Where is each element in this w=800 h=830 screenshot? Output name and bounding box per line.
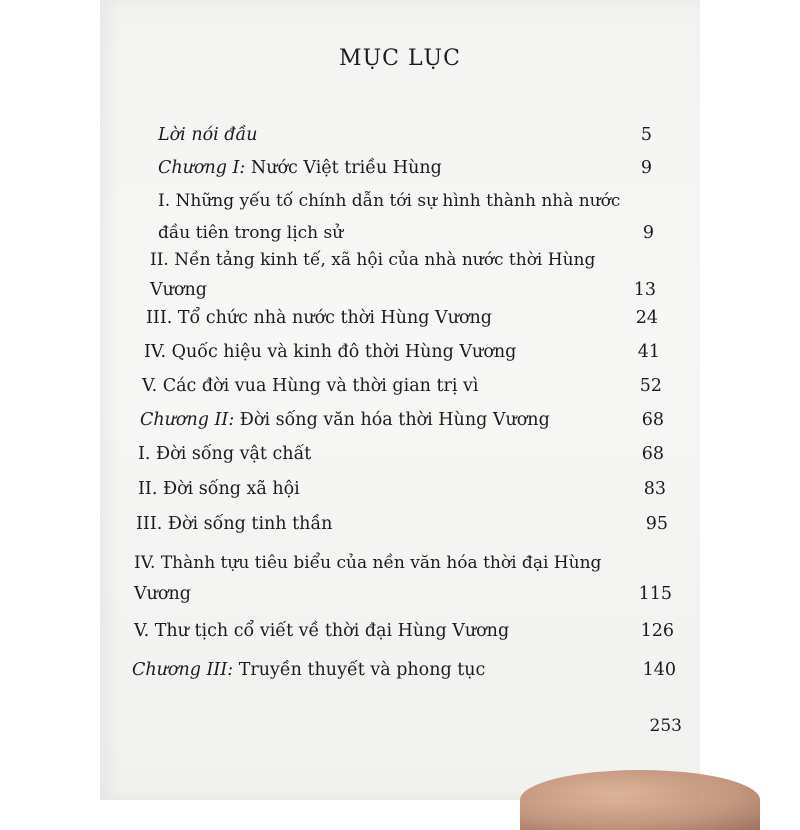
toc-entry-label: IV. Thành tựu tiêu biểu của nền văn hóa thời đại Hùng	[134, 553, 602, 573]
toc-entry-page: 68	[641, 444, 664, 464]
toc-entry-label: II. Đời sống xã hội	[138, 479, 300, 499]
toc-entry-label-cont: đầu tiên trong lịch sử	[158, 223, 344, 243]
toc-entry-label-cont: Vương	[150, 280, 207, 300]
toc-entry-label: Nước Việt triều Hùng	[245, 158, 442, 178]
chapter-prefix: Chương II:	[140, 410, 235, 430]
toc-entry-page: 52	[639, 376, 662, 396]
toc-entry-page: 24	[635, 308, 658, 328]
toc-entry-label: II. Nền tảng kinh tế, xã hội của nhà nước thời Hùng	[150, 250, 596, 270]
toc-entry-label: III. Đời sống tinh thần	[136, 514, 333, 534]
toc-title: MỤC LỤC	[339, 46, 461, 71]
toc-entry-label: I. Những yếu tố chính dẫn tới sự hình thành nhà nước	[158, 191, 621, 211]
toc-entry-label: V. Thư tịch cổ viết về thời đại Hùng Vương	[134, 621, 510, 641]
toc-entry-page: 68	[641, 410, 664, 430]
page-number: 253	[649, 716, 682, 736]
toc-entry-page: 41	[637, 342, 660, 362]
toc-entry-label: Đời sống văn hóa thời Hùng Vương	[234, 410, 550, 430]
toc-entry-label-cont: Vương	[134, 584, 191, 604]
toc-entry-label: Lời nói đầu	[158, 125, 258, 145]
chapter-prefix: Chương I:	[158, 158, 246, 178]
finger-thumb	[520, 770, 760, 830]
book-page	[100, 0, 700, 800]
toc-entry-page: 5	[640, 125, 652, 145]
toc-entry-page: 9	[640, 158, 652, 178]
toc-entry-page: 115	[638, 584, 672, 604]
toc-entry-page: 140	[642, 660, 676, 680]
toc-entry-label: III. Tổ chức nhà nước thời Hùng Vương	[146, 308, 492, 328]
toc-entry-page: 9	[642, 223, 654, 243]
toc-entry-label: IV. Quốc hiệu và kinh đô thời Hùng Vương	[144, 342, 517, 362]
toc-entry-page: 83	[643, 479, 666, 499]
toc-entry-label: I. Đời sống vật chất	[138, 444, 312, 464]
toc-entry-page: 95	[645, 514, 668, 534]
toc-entry-label: Truyền thuyết và phong tục	[233, 660, 486, 680]
chapter-prefix: Chương III:	[132, 660, 234, 680]
toc-entry-page: 126	[640, 621, 674, 641]
toc-entry-label: V. Các đời vua Hùng và thời gian trị vì	[142, 376, 479, 396]
toc-entry-page: 13	[633, 280, 656, 300]
